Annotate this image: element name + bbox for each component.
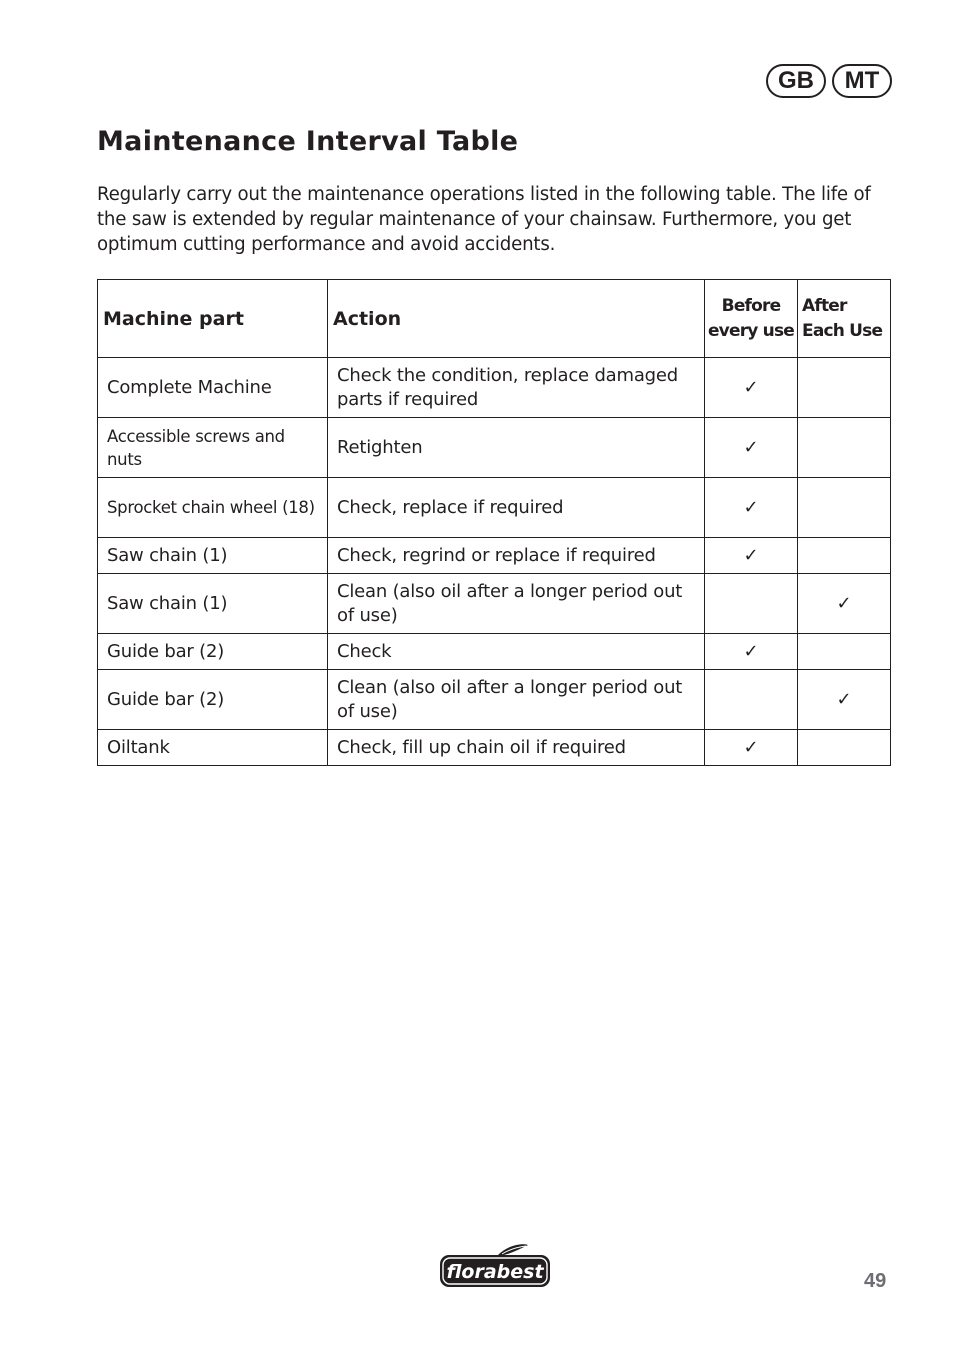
florabest-logo (438, 1243, 552, 1293)
after-use-cell (798, 478, 891, 538)
after-use-cell (798, 730, 891, 766)
language-badge-mt: MT (832, 64, 892, 98)
row-action: Check, regrind or replace if required (328, 538, 705, 574)
table-row (98, 358, 891, 418)
table-row (98, 730, 891, 766)
table-row (98, 538, 891, 574)
checkmark-icon: ✓ (836, 593, 852, 614)
before-use-cell (705, 478, 798, 538)
checkmark-icon: ✓ (743, 641, 759, 662)
language-badge-gb: GB (766, 64, 826, 98)
row-machine-part: Complete Machine (98, 358, 328, 418)
row-machine-part: Guide bar (2) (98, 634, 328, 670)
checkmark-icon: ✓ (743, 437, 759, 458)
row-machine-part: Saw chain (1) (98, 538, 328, 574)
header-before-every-use (705, 280, 798, 358)
before-use-cell (705, 730, 798, 766)
header-machine-part: Machine part (98, 280, 328, 358)
row-machine-part: Sprocket chain wheel (18) (98, 478, 328, 538)
after-use-cell (798, 418, 891, 478)
header-before-line2: every use (707, 320, 795, 341)
header-after-each-use (798, 280, 891, 358)
row-machine-part: Accessible screws and nuts (98, 418, 328, 478)
table-row (98, 634, 891, 670)
checkmark-icon: ✓ (743, 737, 759, 758)
after-use-cell (798, 670, 891, 730)
after-use-cell (798, 634, 891, 670)
checkmark-icon: ✓ (743, 497, 759, 518)
before-use-cell (705, 670, 798, 730)
after-use-cell (798, 574, 891, 634)
language-badges (766, 64, 892, 98)
row-action: Check, replace if required (328, 478, 705, 538)
before-use-cell (705, 418, 798, 478)
table-row (98, 574, 891, 634)
after-use-cell (798, 538, 891, 574)
svg-text:florabest: florabest (446, 1261, 544, 1283)
header-before-line1: Before (721, 295, 781, 316)
checkmark-icon: ✓ (743, 377, 759, 398)
row-machine-part: Guide bar (2) (98, 670, 328, 730)
row-action: Retighten (328, 418, 705, 478)
page-number: 49 (864, 1270, 887, 1292)
table-header-row (98, 280, 891, 358)
header-after-line2: Each Use (802, 320, 883, 341)
after-use-cell (798, 358, 891, 418)
row-machine-part: Saw chain (1) (98, 574, 328, 634)
row-action: Clean (also oil after a longer period out of use) (328, 574, 705, 634)
header-after-line1: After (802, 295, 847, 316)
row-action: Check, fill up chain oil if required (328, 730, 705, 766)
checkmark-icon: ✓ (836, 689, 852, 710)
header-action: Action (328, 280, 705, 358)
before-use-cell (705, 538, 798, 574)
intro-paragraph: Regularly carry out the maintenance operations listed in the following table. The life of the saw is extended by regular maintenance of your chainsaw. Furthermore, you get optimum cutting performance and avoid accidents. (97, 184, 871, 255)
before-use-cell (705, 358, 798, 418)
table-row (98, 418, 891, 478)
florabest-logo-icon (438, 1243, 552, 1289)
row-action: Check the condition, replace damaged parts if required (328, 358, 705, 418)
row-action: Check (328, 634, 705, 670)
before-use-cell (705, 574, 798, 634)
before-use-cell (705, 634, 798, 670)
maintenance-table (97, 279, 891, 766)
table-row (98, 670, 891, 730)
page-title: Maintenance Interval Table (97, 126, 519, 157)
table-row (98, 478, 891, 538)
checkmark-icon: ✓ (743, 545, 759, 566)
row-machine-part: Oiltank (98, 730, 328, 766)
row-action: Clean (also oil after a longer period out of use) (328, 670, 705, 730)
